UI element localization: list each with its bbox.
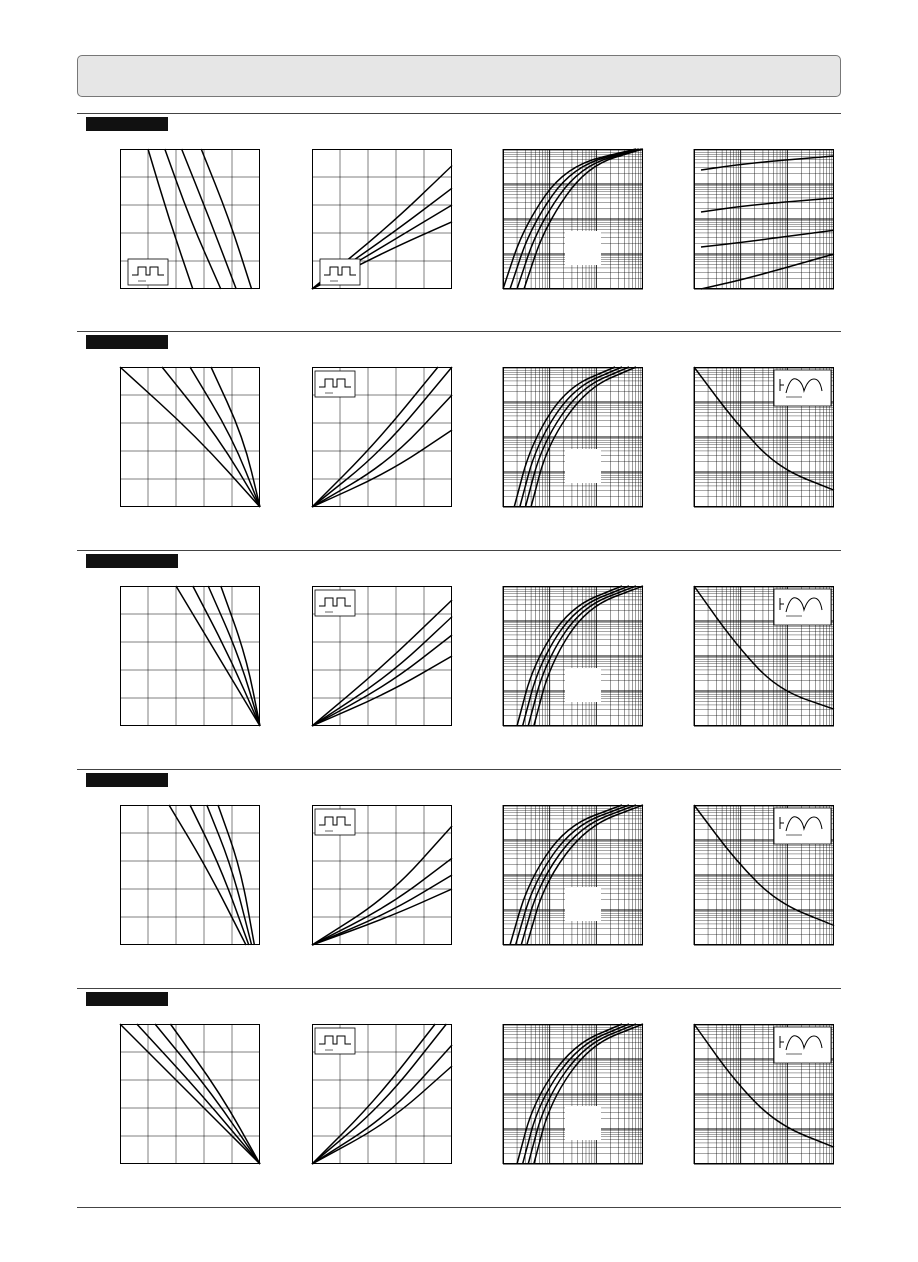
series-line — [190, 367, 260, 507]
plot-panel — [503, 805, 643, 945]
plot-frame — [121, 368, 260, 507]
series-line — [193, 586, 260, 726]
chart-section — [0, 988, 918, 1206]
series-line — [312, 600, 452, 726]
plot-grid — [503, 1024, 643, 1164]
plot-grid — [503, 586, 643, 726]
plot-curves — [120, 1024, 260, 1164]
waveform-inset — [315, 809, 355, 835]
series-line — [162, 367, 260, 507]
series-line — [312, 826, 452, 945]
plot-panel — [120, 805, 260, 945]
footer-rule — [77, 1207, 841, 1208]
plot-panel — [694, 367, 834, 507]
section-rule — [77, 550, 841, 551]
plot-panel — [694, 1024, 834, 1164]
plot-curves — [312, 600, 452, 726]
waveform-inset — [774, 808, 831, 844]
waveform-inset — [315, 371, 355, 397]
legend-box — [565, 1106, 601, 1140]
legend-box — [565, 668, 601, 702]
series-line — [137, 1024, 260, 1164]
plot-curves — [312, 826, 452, 945]
section-rule — [77, 988, 841, 989]
plot-grid — [694, 149, 834, 289]
plot-curves — [169, 805, 254, 945]
plot-panel — [120, 149, 260, 289]
chart-section — [0, 113, 918, 331]
plot-panel — [503, 1024, 643, 1164]
plot-grid — [120, 367, 260, 507]
series-line — [155, 1024, 260, 1164]
plot-panel — [503, 586, 643, 726]
series-line — [701, 230, 834, 247]
section-label — [86, 554, 178, 568]
chart-section — [0, 331, 918, 549]
waveform-inset — [320, 259, 360, 285]
legend-box — [565, 449, 601, 483]
series-line — [208, 586, 260, 726]
plot-panel — [312, 1024, 452, 1164]
plot-panel — [503, 367, 643, 507]
series-line — [207, 805, 252, 945]
legend-box — [565, 887, 601, 921]
plot-curves — [120, 367, 260, 507]
waveform-inset — [315, 1028, 355, 1054]
section-rule — [77, 331, 841, 332]
series-line — [312, 1066, 452, 1164]
waveform-inset — [315, 590, 355, 616]
plot-curves — [176, 586, 260, 726]
chart-section — [0, 550, 918, 768]
series-line — [701, 198, 834, 212]
waveform-inset — [774, 370, 831, 406]
section-label — [86, 773, 168, 787]
plot-panel — [694, 149, 834, 289]
plot-panel — [312, 586, 452, 726]
series-line — [165, 149, 221, 289]
section-label — [86, 992, 168, 1006]
legend-box — [565, 231, 601, 265]
plot-panel — [120, 586, 260, 726]
section-rule — [77, 113, 841, 114]
series-line — [218, 805, 254, 945]
section-label — [86, 335, 168, 349]
plot-grid — [120, 805, 260, 945]
waveform-inset — [128, 259, 168, 285]
series-line — [120, 1024, 260, 1164]
plot-panel — [503, 149, 643, 289]
series-line — [169, 805, 246, 945]
waveform-inset — [774, 1027, 831, 1063]
series-line — [312, 617, 452, 726]
plot-grid — [120, 586, 260, 726]
plot-panel — [312, 149, 452, 289]
plot-panel — [312, 367, 452, 507]
chart-section — [0, 769, 918, 987]
plot-panel — [694, 586, 834, 726]
plot-frame — [121, 806, 260, 945]
section-rule — [77, 769, 841, 770]
waveform-inset — [774, 589, 831, 625]
plot-panel — [694, 805, 834, 945]
plot-frame — [121, 587, 260, 726]
series-line — [211, 367, 260, 507]
plot-panel — [312, 805, 452, 945]
section-label — [86, 117, 168, 131]
series-line — [120, 367, 260, 507]
plot-panel — [120, 367, 260, 507]
plot-panel — [120, 1024, 260, 1164]
header-bar — [77, 55, 841, 97]
